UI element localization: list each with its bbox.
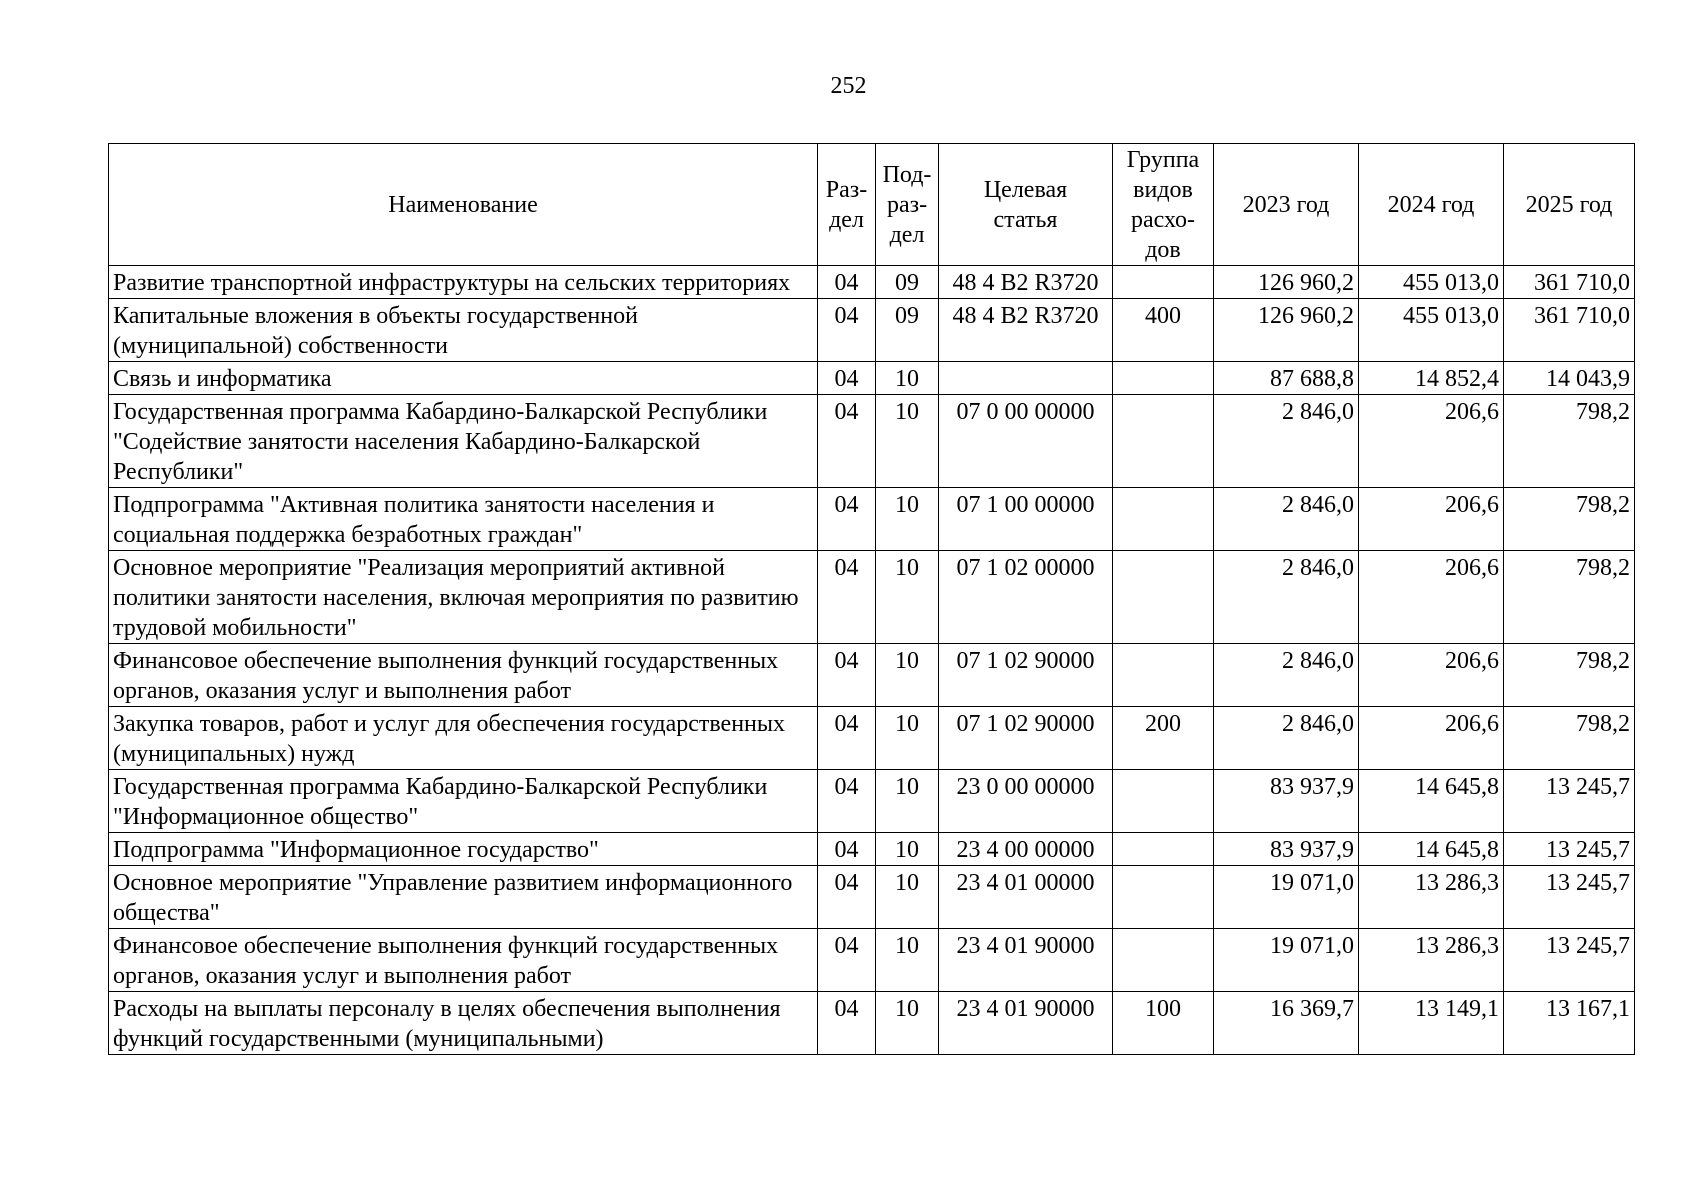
row-name: Финансовое обеспечение выполнения функций государственных органов, оказания услуг и выполнения работ [109,644,818,707]
row-value-2023: 19 071,0 [1214,929,1359,992]
row-name: Расходы на выплаты персоналу в целях обеспечения выполнения функций государственными (муниципальными) [109,992,818,1055]
row-value-2025: 798,2 [1504,488,1635,551]
row-value-2024: 455 013,0 [1359,266,1504,299]
row-value-2023: 2 846,0 [1214,644,1359,707]
header-expense-group: Группа видов расхо- дов [1113,144,1214,266]
row-target-article: 48 4 B2 R3720 [939,266,1113,299]
row-value-2024: 206,6 [1359,488,1504,551]
row-value-2023: 87 688,8 [1214,362,1359,395]
row-podrazdel: 10 [876,866,939,929]
row-razdel: 04 [818,992,876,1055]
table-row [109,992,1635,1055]
row-value-2024: 14 645,8 [1359,833,1504,866]
row-podrazdel: 10 [876,770,939,833]
row-value-2024: 14 645,8 [1359,770,1504,833]
row-expense-group: 200 [1113,707,1214,770]
table-row [109,866,1635,929]
row-razdel: 04 [818,929,876,992]
row-expense-group: 100 [1113,992,1214,1055]
row-target-article: 07 1 02 00000 [939,551,1113,644]
row-podrazdel: 10 [876,929,939,992]
row-value-2025: 13 167,1 [1504,992,1635,1055]
row-podrazdel: 10 [876,395,939,488]
row-podrazdel: 10 [876,833,939,866]
table-row [109,833,1635,866]
row-razdel: 04 [818,551,876,644]
row-podrazdel: 09 [876,266,939,299]
header-2024: 2024 год [1359,144,1504,266]
table-header-row [109,144,1635,266]
row-value-2024: 13 286,3 [1359,866,1504,929]
row-value-2025: 13 245,7 [1504,866,1635,929]
table-row [109,929,1635,992]
row-value-2024: 206,6 [1359,395,1504,488]
table-row [109,362,1635,395]
row-value-2025: 361 710,0 [1504,266,1635,299]
row-razdel: 04 [818,299,876,362]
row-target-article: 23 4 01 90000 [939,992,1113,1055]
header-2023: 2023 год [1214,144,1359,266]
row-value-2025: 13 245,7 [1504,833,1635,866]
row-expense-group [1113,362,1214,395]
row-expense-group [1113,770,1214,833]
table-row [109,707,1635,770]
row-value-2023: 19 071,0 [1214,866,1359,929]
row-podrazdel: 10 [876,362,939,395]
row-podrazdel: 10 [876,488,939,551]
row-podrazdel: 10 [876,644,939,707]
header-podrazdel: Под- раз- дел [876,144,939,266]
row-razdel: 04 [818,266,876,299]
row-value-2023: 2 846,0 [1214,707,1359,770]
row-expense-group: 400 [1113,299,1214,362]
table-row [109,488,1635,551]
row-value-2025: 798,2 [1504,395,1635,488]
header-razdel: Раз- дел [818,144,876,266]
row-name: Закупка товаров, работ и услуг для обеспечения государственных (муниципальных) нужд [109,707,818,770]
row-podrazdel: 10 [876,707,939,770]
row-expense-group [1113,929,1214,992]
row-value-2023: 16 369,7 [1214,992,1359,1055]
row-target-article: 48 4 B2 R3720 [939,299,1113,362]
page-number: 252 [830,73,867,99]
row-name: Развитие транспортной инфраструктуры на сельских территориях [109,266,818,299]
row-value-2024: 13 286,3 [1359,929,1504,992]
row-expense-group [1113,551,1214,644]
budget-table [108,143,1635,1055]
table-row [109,551,1635,644]
row-value-2024: 206,6 [1359,707,1504,770]
row-value-2025: 13 245,7 [1504,929,1635,992]
row-value-2024: 455 013,0 [1359,299,1504,362]
row-value-2025: 14 043,9 [1504,362,1635,395]
row-name: Подпрограмма "Активная политика занятости населения и социальная поддержка безработных граждан" [109,488,818,551]
row-razdel: 04 [818,395,876,488]
row-value-2025: 13 245,7 [1504,770,1635,833]
row-expense-group [1113,866,1214,929]
row-value-2024: 206,6 [1359,644,1504,707]
row-target-article: 23 4 01 00000 [939,866,1113,929]
row-name: Капитальные вложения в объекты государственной (муниципальной) собственности [109,299,818,362]
row-razdel: 04 [818,707,876,770]
row-name: Финансовое обеспечение выполнения функций государственных органов, оказания услуг и выполнения работ [109,929,818,992]
table-row [109,299,1635,362]
table-row [109,266,1635,299]
row-target-article: 07 0 00 00000 [939,395,1113,488]
table-row [109,395,1635,488]
row-name: Связь и информатика [109,362,818,395]
row-target-article: 07 1 00 00000 [939,488,1113,551]
row-podrazdel: 10 [876,551,939,644]
row-name: Государственная программа Кабардино-Балкарской Республики "Содействие занятости населения Кабардино-Балкарской Республики" [109,395,818,488]
row-target-article: 23 0 00 00000 [939,770,1113,833]
row-target-article: 07 1 02 90000 [939,707,1113,770]
row-value-2023: 83 937,9 [1214,770,1359,833]
row-value-2025: 361 710,0 [1504,299,1635,362]
row-value-2024: 14 852,4 [1359,362,1504,395]
row-razdel: 04 [818,488,876,551]
row-value-2023: 126 960,2 [1214,266,1359,299]
row-target-article: 23 4 01 90000 [939,929,1113,992]
row-target-article: 07 1 02 90000 [939,644,1113,707]
row-podrazdel: 09 [876,299,939,362]
row-value-2025: 798,2 [1504,551,1635,644]
row-value-2023: 2 846,0 [1214,488,1359,551]
row-value-2024: 13 149,1 [1359,992,1504,1055]
table-row [109,644,1635,707]
row-target-article [939,362,1113,395]
row-expense-group [1113,266,1214,299]
row-expense-group [1113,644,1214,707]
row-razdel: 04 [818,770,876,833]
row-name: Подпрограмма "Информационное государство" [109,833,818,866]
row-value-2023: 83 937,9 [1214,833,1359,866]
row-name: Государственная программа Кабардино-Балкарской Республики "Информационное общество" [109,770,818,833]
row-name: Основное мероприятие "Управление развитием информационного общества" [109,866,818,929]
row-value-2025: 798,2 [1504,644,1635,707]
table-row [109,770,1635,833]
row-razdel: 04 [818,833,876,866]
row-value-2023: 2 846,0 [1214,551,1359,644]
header-target-article: Целевая статья [939,144,1113,266]
row-razdel: 04 [818,362,876,395]
header-name: Наименование [109,144,818,266]
row-podrazdel: 10 [876,992,939,1055]
row-expense-group [1113,395,1214,488]
row-razdel: 04 [818,644,876,707]
row-razdel: 04 [818,866,876,929]
row-value-2024: 206,6 [1359,551,1504,644]
header-2025: 2025 год [1504,144,1635,266]
row-name: Основное мероприятие "Реализация мероприятий активной политики занятости населения, включая мероприятия по развитию трудовой мобильности" [109,551,818,644]
row-target-article: 23 4 00 00000 [939,833,1113,866]
row-value-2023: 126 960,2 [1214,299,1359,362]
row-expense-group [1113,488,1214,551]
row-value-2025: 798,2 [1504,707,1635,770]
row-value-2023: 2 846,0 [1214,395,1359,488]
row-expense-group [1113,833,1214,866]
